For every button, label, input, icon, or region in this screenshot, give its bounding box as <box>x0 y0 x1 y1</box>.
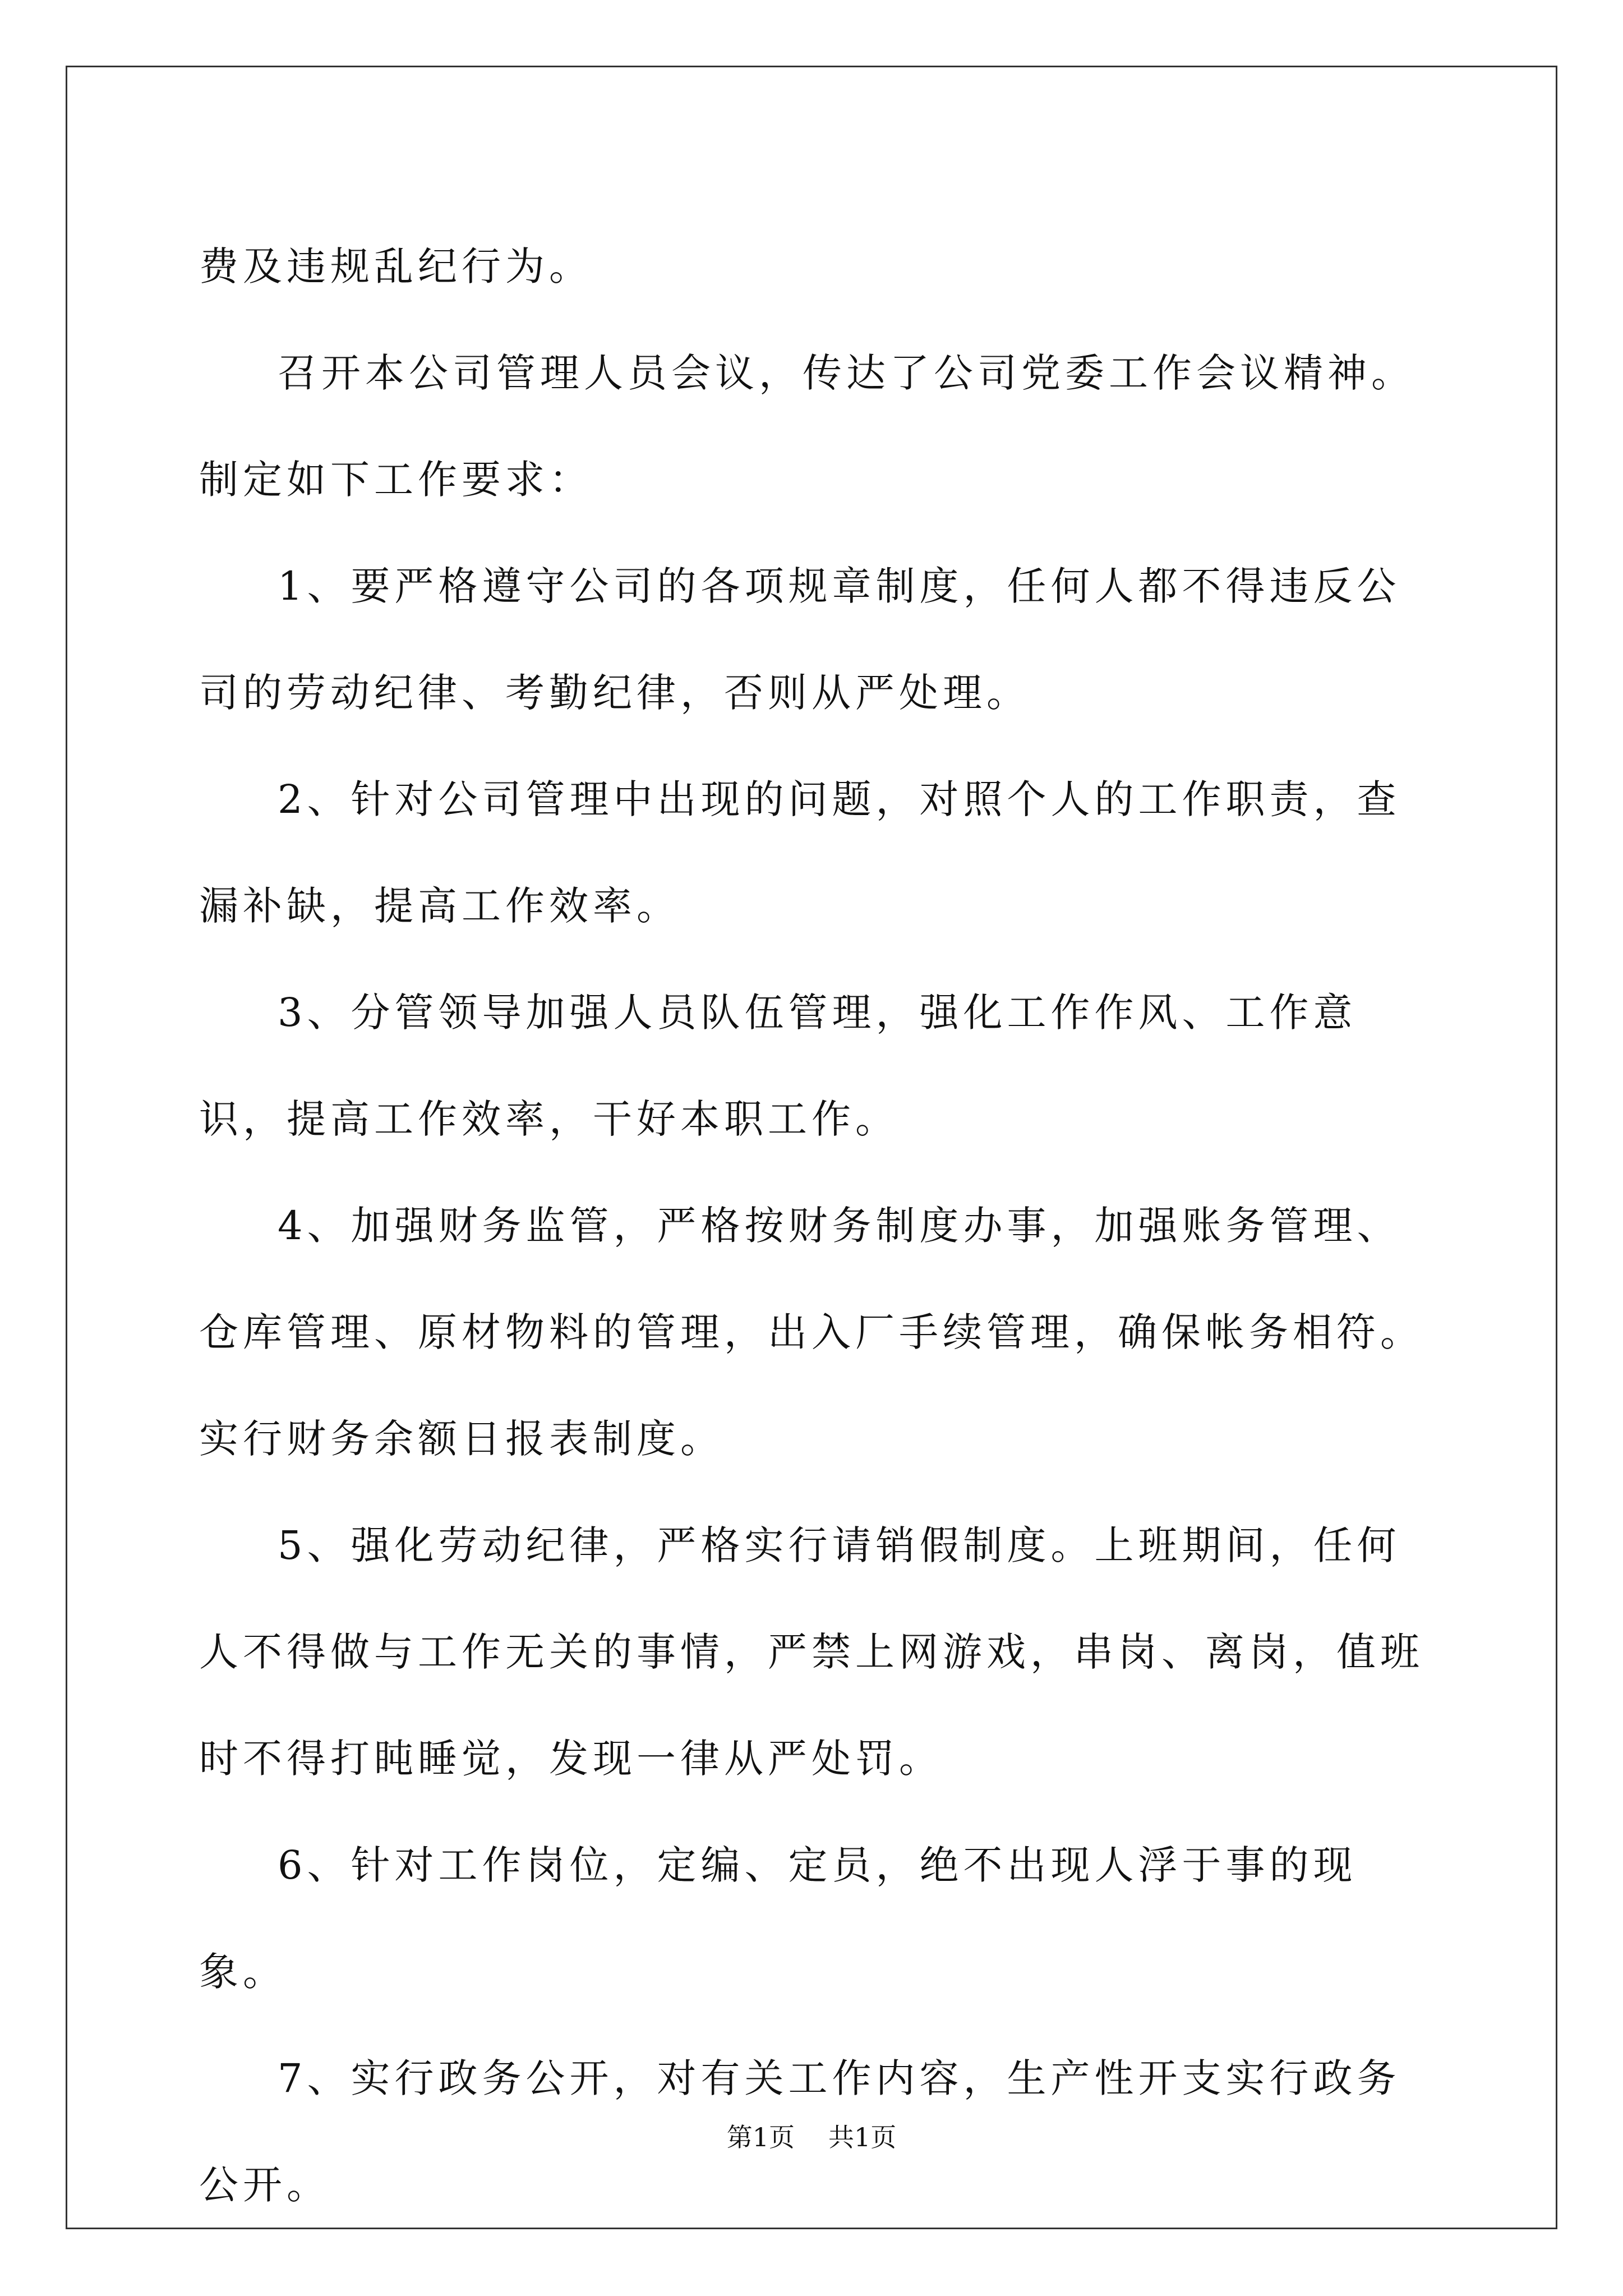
paragraph-5: 3、分管领导加强人员队伍管理，强化工作作风、工作意识，提高工作效率，干好本职工作。 <box>199 990 1357 1142</box>
paragraph-6: 4、加强财务监管，严格按财务制度办事，加强账务管理、仓库管理、原材物料的管理，出入厂手续管理，确保帐务相符。实行财务余额日报表制度。 <box>199 1203 1424 1462</box>
paragraph-7: 5、强化劳动纪律，严格实行请销假制度。上班期间，任何人不得做与工作无关的事情，严禁上网游戏，串岗、离岗，值班时不得打盹睡觉，发现一律从严处罚。 <box>199 1522 1424 1782</box>
page-total: 共1页 <box>828 2122 897 2152</box>
paragraph-4: 2、针对公司管理中出现的问题，对照个人的工作职责，查漏补缺，提高工作效率。 <box>199 776 1401 929</box>
paragraph-3: 1、要严格遵守公司的各项规章制度，任何人都不得违反公司的劳动纪律、考勤纪律，否则从严处理。 <box>199 563 1401 716</box>
page-footer <box>0 2120 1623 2154</box>
paragraph-2: 召开本公司管理人员会议，传达了公司党委工作会议精神。制定如下工作要求： <box>199 350 1415 503</box>
page-number: 第1页 <box>726 2122 795 2152</box>
paragraph-8: 6、针对工作岗位，定编、定员，绝不出现人浮于事的现象。 <box>199 1842 1357 1995</box>
paragraph-9: 7、实行政务公开，对有关工作内容，生产性开支实行政务公开。 <box>199 2055 1401 2208</box>
document-body <box>199 213 1433 2238</box>
paragraph-1: 费及违规乱纪行为。 <box>199 243 593 289</box>
